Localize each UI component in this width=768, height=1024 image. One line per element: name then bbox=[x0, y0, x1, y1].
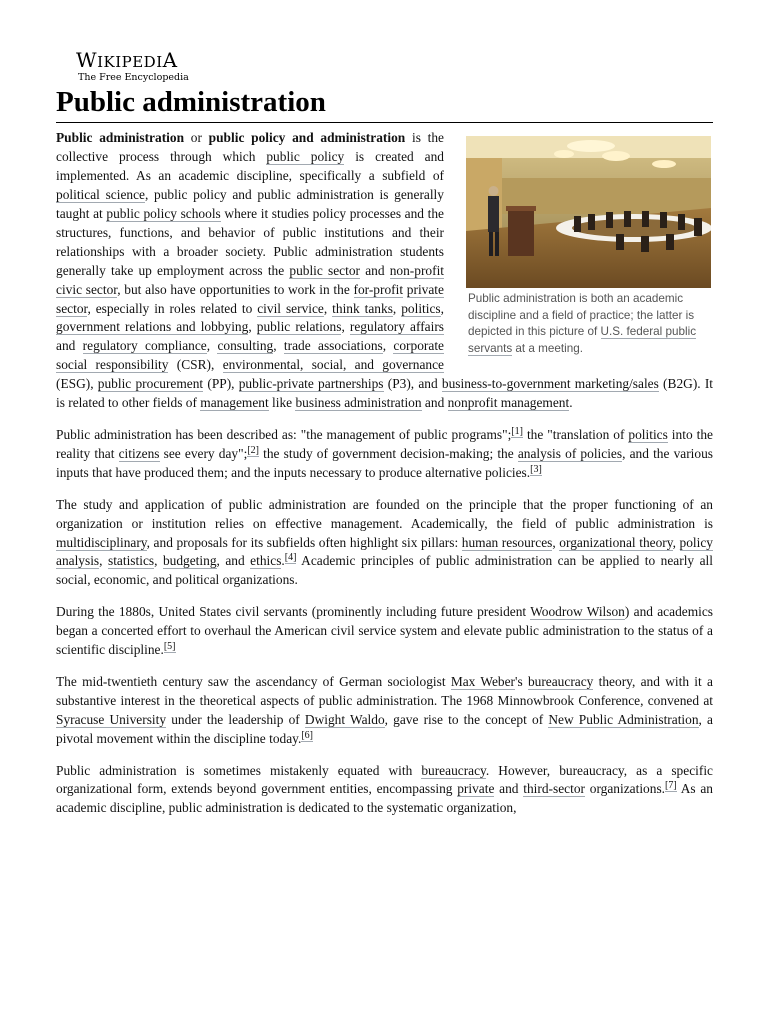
paragraph: Public administration is sometimes mistakenly equated with bureaucracy. However, bureaucracy, as a specific organizational form, extends beyond government entities, encompassing private and third-sector organizations.[7] As an academic discipline, public administration is dedicated to the systematic organization, bbox=[56, 762, 713, 816]
article-link[interactable]: private sector bbox=[56, 281, 444, 316]
article-link[interactable]: multidisciplinary bbox=[56, 534, 147, 550]
bold-term: public policy and administration bbox=[208, 130, 406, 146]
bold-term: Public administration bbox=[56, 130, 185, 146]
article-link[interactable]: government relations and lobbying bbox=[56, 319, 249, 335]
citation bbox=[665, 780, 677, 792]
article-link[interactable]: public relations bbox=[256, 319, 342, 335]
article-link[interactable]: nonprofit management bbox=[447, 395, 570, 411]
paragraph: Public administration has been described as: "the management of public programs";[1] the "translation of politics into the reality that citizens see every day";[2] the study of government decision-making; the analysis of policies, and the various inputs that have produced them; and the inputs necessary to produce alternative policies.[3] bbox=[56, 425, 713, 480]
article-link[interactable]: public sector bbox=[289, 262, 361, 278]
figure-caption: Public administration is both an academic discipline and a field of practice; the latter is depicted in this picture of U.S. federal public servants at a meeting. bbox=[468, 292, 697, 355]
meeting-photo[interactable] bbox=[466, 136, 711, 288]
article-link[interactable]: corporate social responsibility bbox=[56, 338, 444, 373]
figure bbox=[466, 136, 713, 357]
article-link[interactable]: Max Weber bbox=[450, 673, 516, 689]
article-link[interactable]: think tanks bbox=[332, 300, 393, 316]
citation-link[interactable]: [2] bbox=[247, 444, 259, 456]
article-link[interactable]: civic sector bbox=[56, 281, 118, 297]
article-link[interactable]: management bbox=[200, 395, 269, 411]
article-link[interactable]: bureaucracy bbox=[527, 673, 594, 689]
article-link[interactable]: Woodrow Wilson bbox=[530, 604, 625, 620]
article-link[interactable]: bureaucracy bbox=[421, 762, 486, 778]
article-link[interactable]: public procurement bbox=[97, 376, 204, 392]
article-link[interactable]: civil service bbox=[257, 300, 324, 316]
article-link[interactable]: politics bbox=[628, 426, 668, 442]
article-link[interactable]: public policy schools bbox=[106, 206, 221, 222]
caption-link[interactable]: U.S. federal public servants bbox=[468, 325, 697, 355]
article-link[interactable]: third-sector bbox=[523, 781, 585, 797]
article-link[interactable]: public-private partnerships bbox=[238, 376, 384, 392]
citation-link[interactable]: [3] bbox=[530, 463, 542, 475]
article-link[interactable]: non-profit bbox=[389, 262, 445, 278]
article-link[interactable]: Syracuse University bbox=[56, 711, 167, 727]
citation-link[interactable]: [6] bbox=[301, 729, 313, 741]
article-link[interactable]: environmental, social, and governance bbox=[222, 357, 444, 373]
citation bbox=[247, 445, 259, 457]
article-link[interactable]: consulting bbox=[217, 338, 274, 354]
article-link[interactable]: regulatory compliance bbox=[82, 338, 207, 354]
citation bbox=[511, 426, 523, 438]
wikipedia-logo[interactable] bbox=[76, 50, 713, 83]
article-link[interactable]: organizational theory bbox=[559, 534, 673, 550]
article-link[interactable]: human resources bbox=[461, 534, 553, 550]
article-page bbox=[56, 50, 713, 831]
citation-link[interactable]: [7] bbox=[665, 780, 677, 792]
article-link[interactable]: private bbox=[457, 781, 495, 797]
article-link[interactable]: for-profit bbox=[353, 281, 404, 297]
article-link[interactable]: public policy bbox=[266, 149, 345, 165]
article-link[interactable]: politics bbox=[401, 300, 441, 316]
article-link[interactable]: ethics bbox=[250, 553, 282, 569]
citation bbox=[301, 730, 313, 742]
citation bbox=[530, 464, 542, 476]
article-link[interactable]: statistics bbox=[107, 553, 155, 569]
article-link[interactable]: policy analysis bbox=[56, 534, 713, 569]
wordmark: WIKIPEDIA bbox=[76, 48, 178, 72]
article-link[interactable]: business administration bbox=[295, 395, 422, 411]
article-body bbox=[56, 129, 713, 818]
page-title: Public administration bbox=[56, 87, 713, 124]
article-link[interactable]: New Public Administration bbox=[548, 711, 699, 727]
article-link[interactable]: political science bbox=[56, 187, 145, 203]
paragraph: The mid-twentieth century saw the ascendancy of German sociologist Max Weber's bureaucracy theory, and with it a substantive interest in the theoretical aspects of public administration. The 1968 Minnowbrook Conference, convened at Syracuse University under the leadership of Dwight Waldo, gave rise to the concept of New Public Administration, a pivotal movement within the discipline today.[6] bbox=[56, 673, 713, 746]
paragraph: The study and application of public administration are founded on the principle that the proper functioning of an organization or institution relies on effective management. Academically, the field of public administration is multidisciplinary, and proposals for its subfields often highlight six pillars: human resources, organizational theory, policy analysis, statistics, budgeting, and ethics.[4] Academic principles of public administration can be applied to nearly all social, economic, and political organizations. bbox=[56, 496, 713, 588]
article-link[interactable]: business-to-government marketing/sales bbox=[441, 376, 659, 392]
article-link[interactable]: citizens bbox=[118, 445, 160, 461]
article-link[interactable]: budgeting bbox=[162, 553, 217, 569]
paragraph: Public administration or public policy and administration is the collective process through which public policy is created and implemented. As an academic discipline, specifically a subfield of political science, public policy and public administration is generally taught at public policy schools where it studies policy processes and the structures, functions, and behavior of public institutions and their relationships with a broader society. Public administration students generally take up employment across the public sector and non-profit civic sector, but also have opportunities to work in the for-profit private sector, especially in roles related to civil service, think tanks, politics, government relations and lobbying, public relations, regulatory affairs and regulatory compliance, consulting, trade associations, corporate social responsibility (CSR), environmental, social, and governance (ESG), public procurement (PP), public-private partnerships (P3), and business-to-government marketing/sales (B2G). It is related to other fields of management like business administration and nonprofit management. bbox=[56, 130, 714, 411]
article-link[interactable]: analysis of policies bbox=[517, 445, 623, 461]
citation bbox=[164, 641, 176, 653]
article-link[interactable]: Dwight Waldo bbox=[304, 711, 385, 727]
paragraph: During the 1880s, United States civil servants (prominently including future president Woodrow Wilson) and academics began a concerted effort to overhaul the American civil service system and elevate public administration to the status of a scientific discipline.[5] bbox=[56, 604, 713, 658]
citation bbox=[285, 552, 297, 564]
article-link[interactable]: trade associations bbox=[283, 338, 383, 354]
tagline: The Free Encyclopedia bbox=[78, 72, 189, 83]
article-link[interactable]: regulatory affairs bbox=[349, 319, 444, 335]
citation-link[interactable]: [5] bbox=[163, 641, 176, 653]
citation-link[interactable]: [1] bbox=[511, 425, 523, 437]
citation-link[interactable]: [4] bbox=[284, 552, 297, 564]
